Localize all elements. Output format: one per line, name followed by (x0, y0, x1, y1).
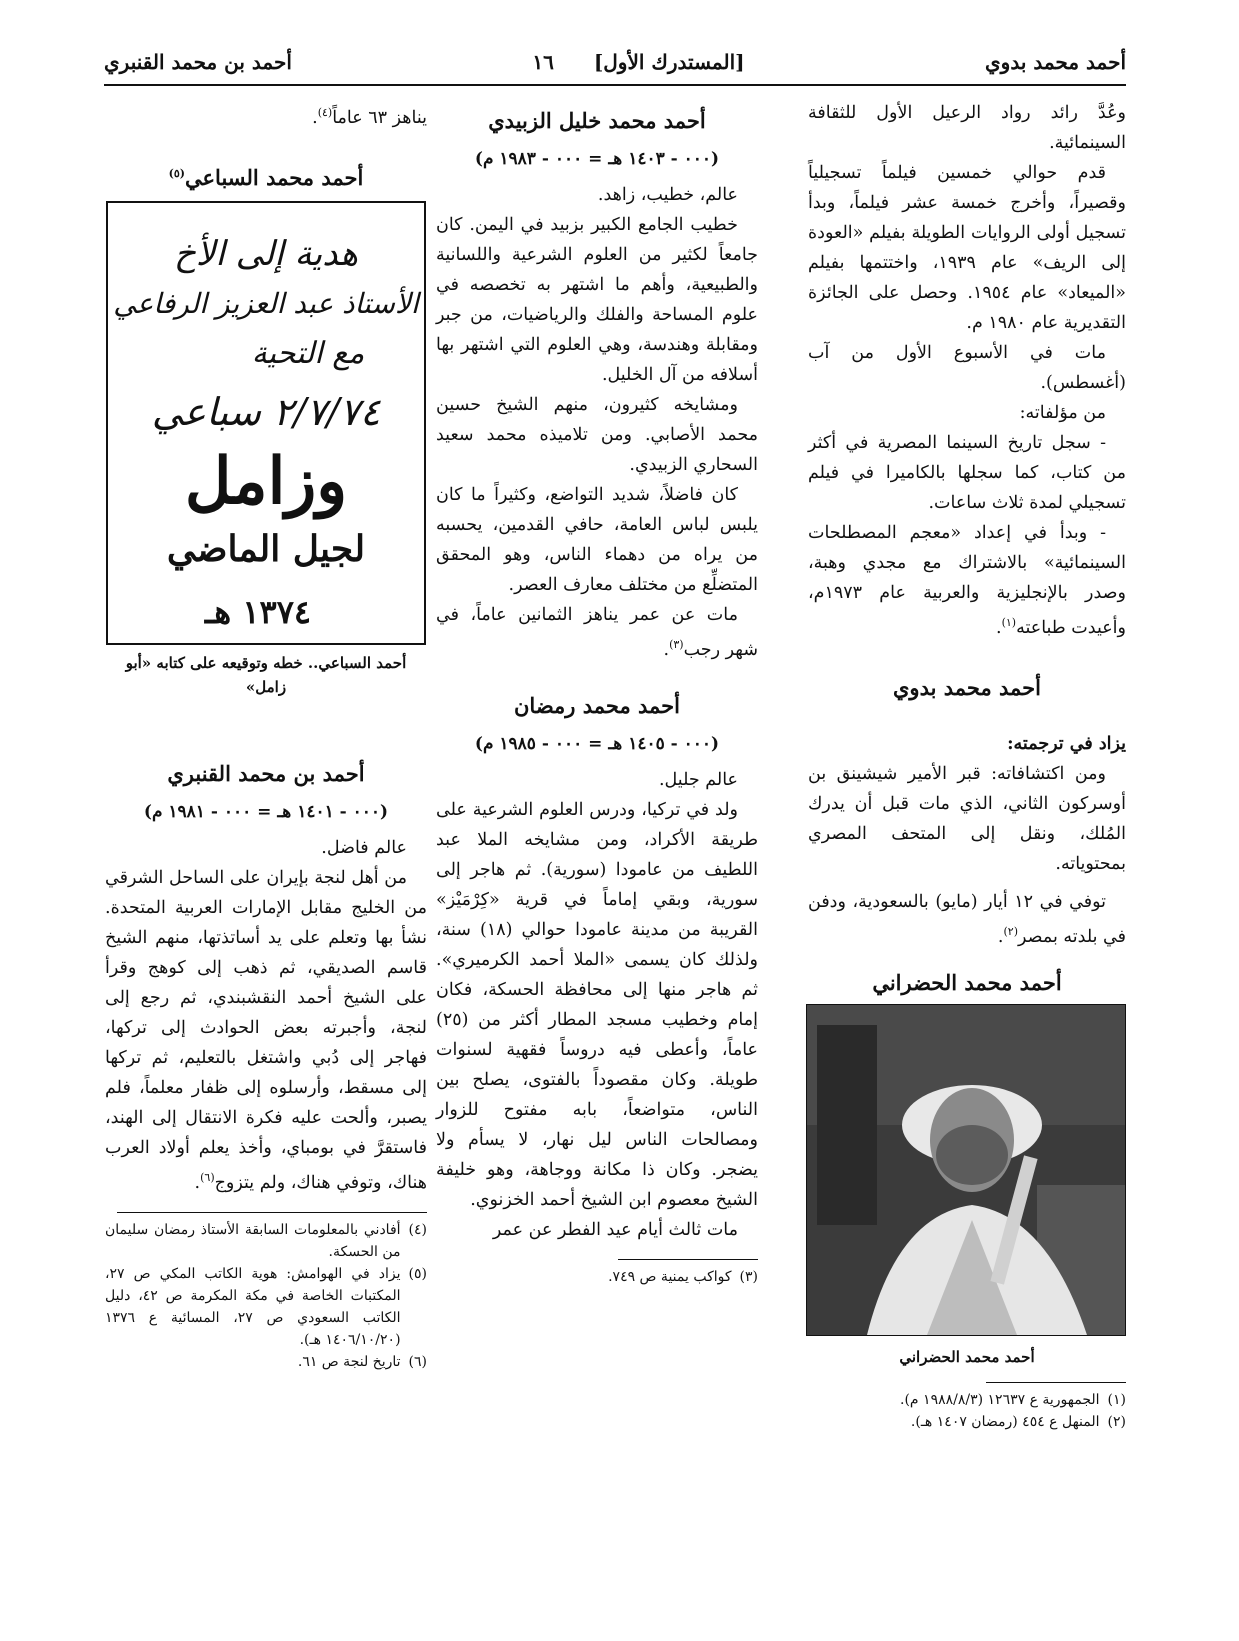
paragraph-with-footnote: توفي في ١٢ أيار (مايو) بالسعودية، ودفن في بلدته بمصر$^{(٢)}$. (808, 891, 1126, 947)
manuscript-line: وزامل (184, 443, 348, 519)
footnote-ref: (٦) (200, 1170, 215, 1184)
header-left-name: أحمد بن محمد القنبري (104, 50, 292, 74)
column-right (808, 98, 1126, 1433)
paragraph-with-footnote: يناهز ٦٣ عاماً$^{(٤)}$. (312, 106, 427, 128)
footnote-text: يزاد في الهوامش: هوية الكاتب المكي ص ٢٧، المكتبات الخاصة في مكة المكرمة ص ٤٢، دليل الكاتب السعودي ص ٢٧، المسائية ع ١٣٧٦ (١٤٠٦/١٠/٢٠ هـ). (105, 1265, 401, 1348)
footnote-ref: (٣) (669, 638, 684, 651)
paragraph: عالم فاضل. (321, 837, 407, 858)
manuscript-line: هدية إلى الأخ (173, 233, 359, 274)
footnote-ref: (٥) (168, 166, 186, 180)
entry-dates: (٠٠٠ - ١٤٠١ هـ = ٠٠٠ - ١٩٨١ م) (143, 801, 389, 822)
paragraph: كان فاضلاً، شديد التواضع، وكثيراً ما كان يلبس لباس العامة، حافي القدمين، يحسبه من يراه من دهماء الناس، وهو المحقق المتضلِّع من مختلف معارف العصر. (436, 485, 758, 595)
footnote-number: (٦) (408, 1353, 427, 1370)
entry-heading-sabai (105, 159, 427, 193)
paragraph: عالم، خطيب، زاهد. (597, 185, 738, 205)
footnote-rule (117, 1212, 427, 1213)
entry-heading-zubaidi: أحمد محمد خليل الزبيدي (488, 108, 706, 133)
column-middle (436, 98, 758, 1288)
footnote-rule (986, 1382, 1126, 1383)
entry-heading-hadrani: أحمد محمد الحضراني (872, 969, 1062, 995)
paragraph: وعُدَّ رائد رواد الرعيل الأول للثقافة السينمائية. (808, 103, 1126, 153)
footnote-number: (١) (1107, 1391, 1126, 1408)
paragraph-text: مات عن عمر يناهز الثمانين عاماً، في شهر رجب (436, 605, 758, 660)
manuscript-caption: أحمد السباعي.. خطه وتوقيعه على كتابه «أبو زامل» (125, 653, 407, 696)
paragraph-text: من أهل لنجة بإيران على الساحل الشرقي من الخليج مقابل الإمارات العربية المتحدة. نشأ بها وتعلم على يد أساتذتها، منهم الشيخ قاسم الصديقي، ثم ذهب إلى كوهج وقرأ على الشيخ أحمد النقشبندي، ثم رجع إلى لنجة، وأجبرته بعض الحوادث إلى تركها، فهاجر إلى دُبي واشتغل بالتعليم، ثم تركها إلى مسقط، وأرسلوه إلى ظفار معلماً، فلم يصبر، وألحت عليه فكرة الانتقال إلى الهند، فاستقرَّ في بومباي، وأخذ يعلم أولاد العرب هناك، وتوفي هناك، ولم يتزوج (105, 867, 427, 1193)
entry-dates: (٠٠٠ - ١٤٠٣ هـ = ٠٠٠ - ١٩٨٣ م) (474, 149, 720, 169)
paragraph: قدم حوالي خمسين فيلماً تسجيلياً وقصيراً، وأخرج خمسة عشر فيلماً، وبدأ تسجيل أولى الروايات الطويلة بفيلم «العودة إلى الريف» عام ١٩٣٩، واختتمها بفيلم «الميعاد» عام ١٩٥٤. وحصل على الجائزة التقديرية عام ١٩٨٠ م. (808, 163, 1126, 333)
paragraph-with-footnote: مات عن عمر يناهز الثمانين عاماً، في شهر رجب$^{(٣)}$. (436, 605, 758, 660)
header-right-name: أحمد محمد بدوي (985, 50, 1126, 74)
paragraph: خطيب الجامع الكبير بزبيد في اليمن. كان جامعاً لكثير من العلوم الشرعية واللسانية والطبيعية، وأهم ما اشتهر به تخصصه في علوم المساحة والفلك والرياضيات، من جبر ومقابلة وهندسة، وهي العلوم التي اشتهر بها أسلافه من آل الخليل. (436, 215, 758, 385)
footnote (436, 1266, 758, 1288)
paragraph: من مؤلفاته: (1019, 403, 1106, 423)
footnote-text: المنهل ع ٤٥٤ (رمضان ١٤٠٧ هـ). (910, 1413, 1100, 1430)
footnote-text: الجمهورية ع ١٢٦٣٧ (١٩٨٨/٨/٣ م). (900, 1391, 1100, 1408)
header-center (532, 50, 744, 74)
entry-heading-ramadan: أحمد محمد رمضان (514, 692, 680, 718)
manuscript-line: لجيل الماضي (166, 527, 366, 570)
footnote-number: (٤) (408, 1221, 427, 1238)
footnote (105, 1219, 427, 1263)
paragraph-with-footnote: من أهل لنجة بإيران على الساحل الشرقي من الخليج مقابل الإمارات العربية المتحدة. نشأ بها وتعلم على يد أساتذتها، منهم الشيخ قاسم الصديقي، ثم ذهب إلى كوهج وقرأ على الشيخ أحمد النقشبندي، ثم رجع إلى لنجة، وأجبرته بعض الحوادث إلى تركها، فهاجر إلى دُبي واشتغل بالتعليم، ثم تركها إلى مسقط، وأرسلوه إلى ظفار معلماً، فلم يصبر، وألحت عليه فكرة الانتقال إلى الهند، فاستقرَّ في بومباي، وأخذ يعلم أولاد العرب هناك، وتوفي هناك، ولم يتزوج$^{(٦)}$. (105, 867, 427, 1193)
manuscript-line: مع التحية (251, 335, 365, 371)
footnote-text: كواكب يمنية ص ٧٤٩. (608, 1268, 732, 1285)
footnote-text: تاريخ لنجة ص ٦١. (297, 1353, 401, 1370)
footnote-number: (٥) (408, 1265, 427, 1282)
paragraph: ولد في تركيا، ودرس العلوم الشرعية على طريقة الأكراد، ومن مشايخه الملا عبد اللطيف من عامودا (سورية). ثم هاجر إلى سورية، وبقي إماماً في قرية «كِرْمَيْز» القريبة من مدينة عامودا حوالي (١٨) سنة، ولذلك كان يسمى «الملا أحمد الكرميري». ثم هاجر منها إلى محافظة الحسكة، فكان إمام وخطيب مسجد المطار أكثر من (٢٥) عاماً، وأعطى فيه دروساً فقهية لسنوات طويلة. وكان مقصوداً بالفتوى، يصلح بين الناس، متواضعاً، بابه مفتوح للزوار ومصالحات الناس ليل نهار، لا يسأم ولا يضجر. وكان ذا مكانة ووجاهة، وهو خليفة الشيخ معصوم ابن الشيخ أحمد الخزنوي. (436, 799, 758, 1210)
entry-heading-qanbari: أحمد بن محمد القنبري (167, 760, 365, 786)
handwritten-dedication (108, 203, 424, 643)
paragraph-text: يناهز ٦٣ عاماً (332, 107, 427, 128)
portrait-image (807, 1005, 1125, 1335)
column-left (105, 98, 427, 1373)
page-number: ١٦ (532, 50, 554, 74)
portrait-photo (806, 1004, 1126, 1336)
manuscript-line: ٢/٧/٧٤ سباعي (151, 389, 381, 434)
footnote (105, 1263, 427, 1351)
paragraph: مات ثالث أيام عيد الفطر عن عمر (492, 1219, 738, 1240)
footnote-ref: (٢) (1003, 924, 1018, 938)
paragraph-with-footnote: - وبدأ في إعداد «معجم المصطلحات السينمائية» بالاشتراك مع مجدي وهبة، وصدر بالإنجليزية والعربية عام ١٩٧٣م، وأعيدت طباعته$^{(١)}$. (808, 523, 1126, 638)
paragraph: ومشايخه كثيرون، منهم الشيخ حسين محمد الأصابي. ومن تلاميذه محمد سعيد السحاري الزبيدي. (436, 395, 758, 475)
paragraph-text: توفي في ١٢ أيار (مايو) بالسعودية، ودفن في بلدته بمصر (808, 891, 1126, 947)
footnote-ref: (١) (1001, 616, 1017, 629)
entry-heading-badawi: أحمد محمد بدوي (892, 674, 1041, 700)
footnote-ref: (٤) (317, 106, 333, 119)
manuscript-image (106, 201, 426, 645)
photo-caption: أحمد محمد الحضراني (899, 1347, 1035, 1366)
footnote-number: (٢) (1107, 1413, 1126, 1430)
footnote (105, 1351, 427, 1373)
entry-dates: (٠٠٠ - ١٤٠٥ هـ = ٠٠٠ - ١٩٨٥ م) (474, 733, 720, 754)
header-section-title: [المستدرك الأول] (593, 50, 745, 74)
heading-text: أحمد محمد السباعي (185, 164, 364, 190)
paragraph: ومن اكتشافاته: قبر الأمير شيشينق بن أوسركون الثاني، الذي مات قبل أن يدرك المُلك، ونقل إلى المتحف المصري بمحتوياته. (808, 763, 1126, 874)
paragraph: عالم جليل. (658, 769, 738, 790)
header-rule (104, 84, 1126, 86)
manuscript-line: ١٣٧٤ هـ (204, 592, 312, 631)
footnote-text: أفادني بالمعلومات السابقة الأستاذ رمضان سليمان من الحسكة. (105, 1221, 401, 1260)
footnote-number: (٣) (739, 1268, 758, 1285)
paragraph: يزاد في ترجمته: (1007, 733, 1126, 754)
paragraph: - سجل تاريخ السينما المصرية في أكثر من كتاب، كما سجلها بالكاميرا في فيلم تسجيلي لمدة ثلاث ساعات. (808, 433, 1126, 513)
paragraph: مات في الأسبوع الأول من آب (أغسطس). (808, 343, 1126, 393)
running-header (104, 46, 1126, 78)
paragraph-text: - وبدأ في إعداد «معجم المصطلحات السينمائية» بالاشتراك مع مجدي وهبة، وصدر بالإنجليزية والعربية عام ١٩٧٣م، وأعيدت طباعته (808, 523, 1126, 638)
footnote-rule (618, 1259, 758, 1260)
footnote (808, 1411, 1126, 1433)
manuscript-line: الأستاذ عبد العزيز الرفاعي (113, 286, 419, 320)
footnote (808, 1389, 1126, 1411)
